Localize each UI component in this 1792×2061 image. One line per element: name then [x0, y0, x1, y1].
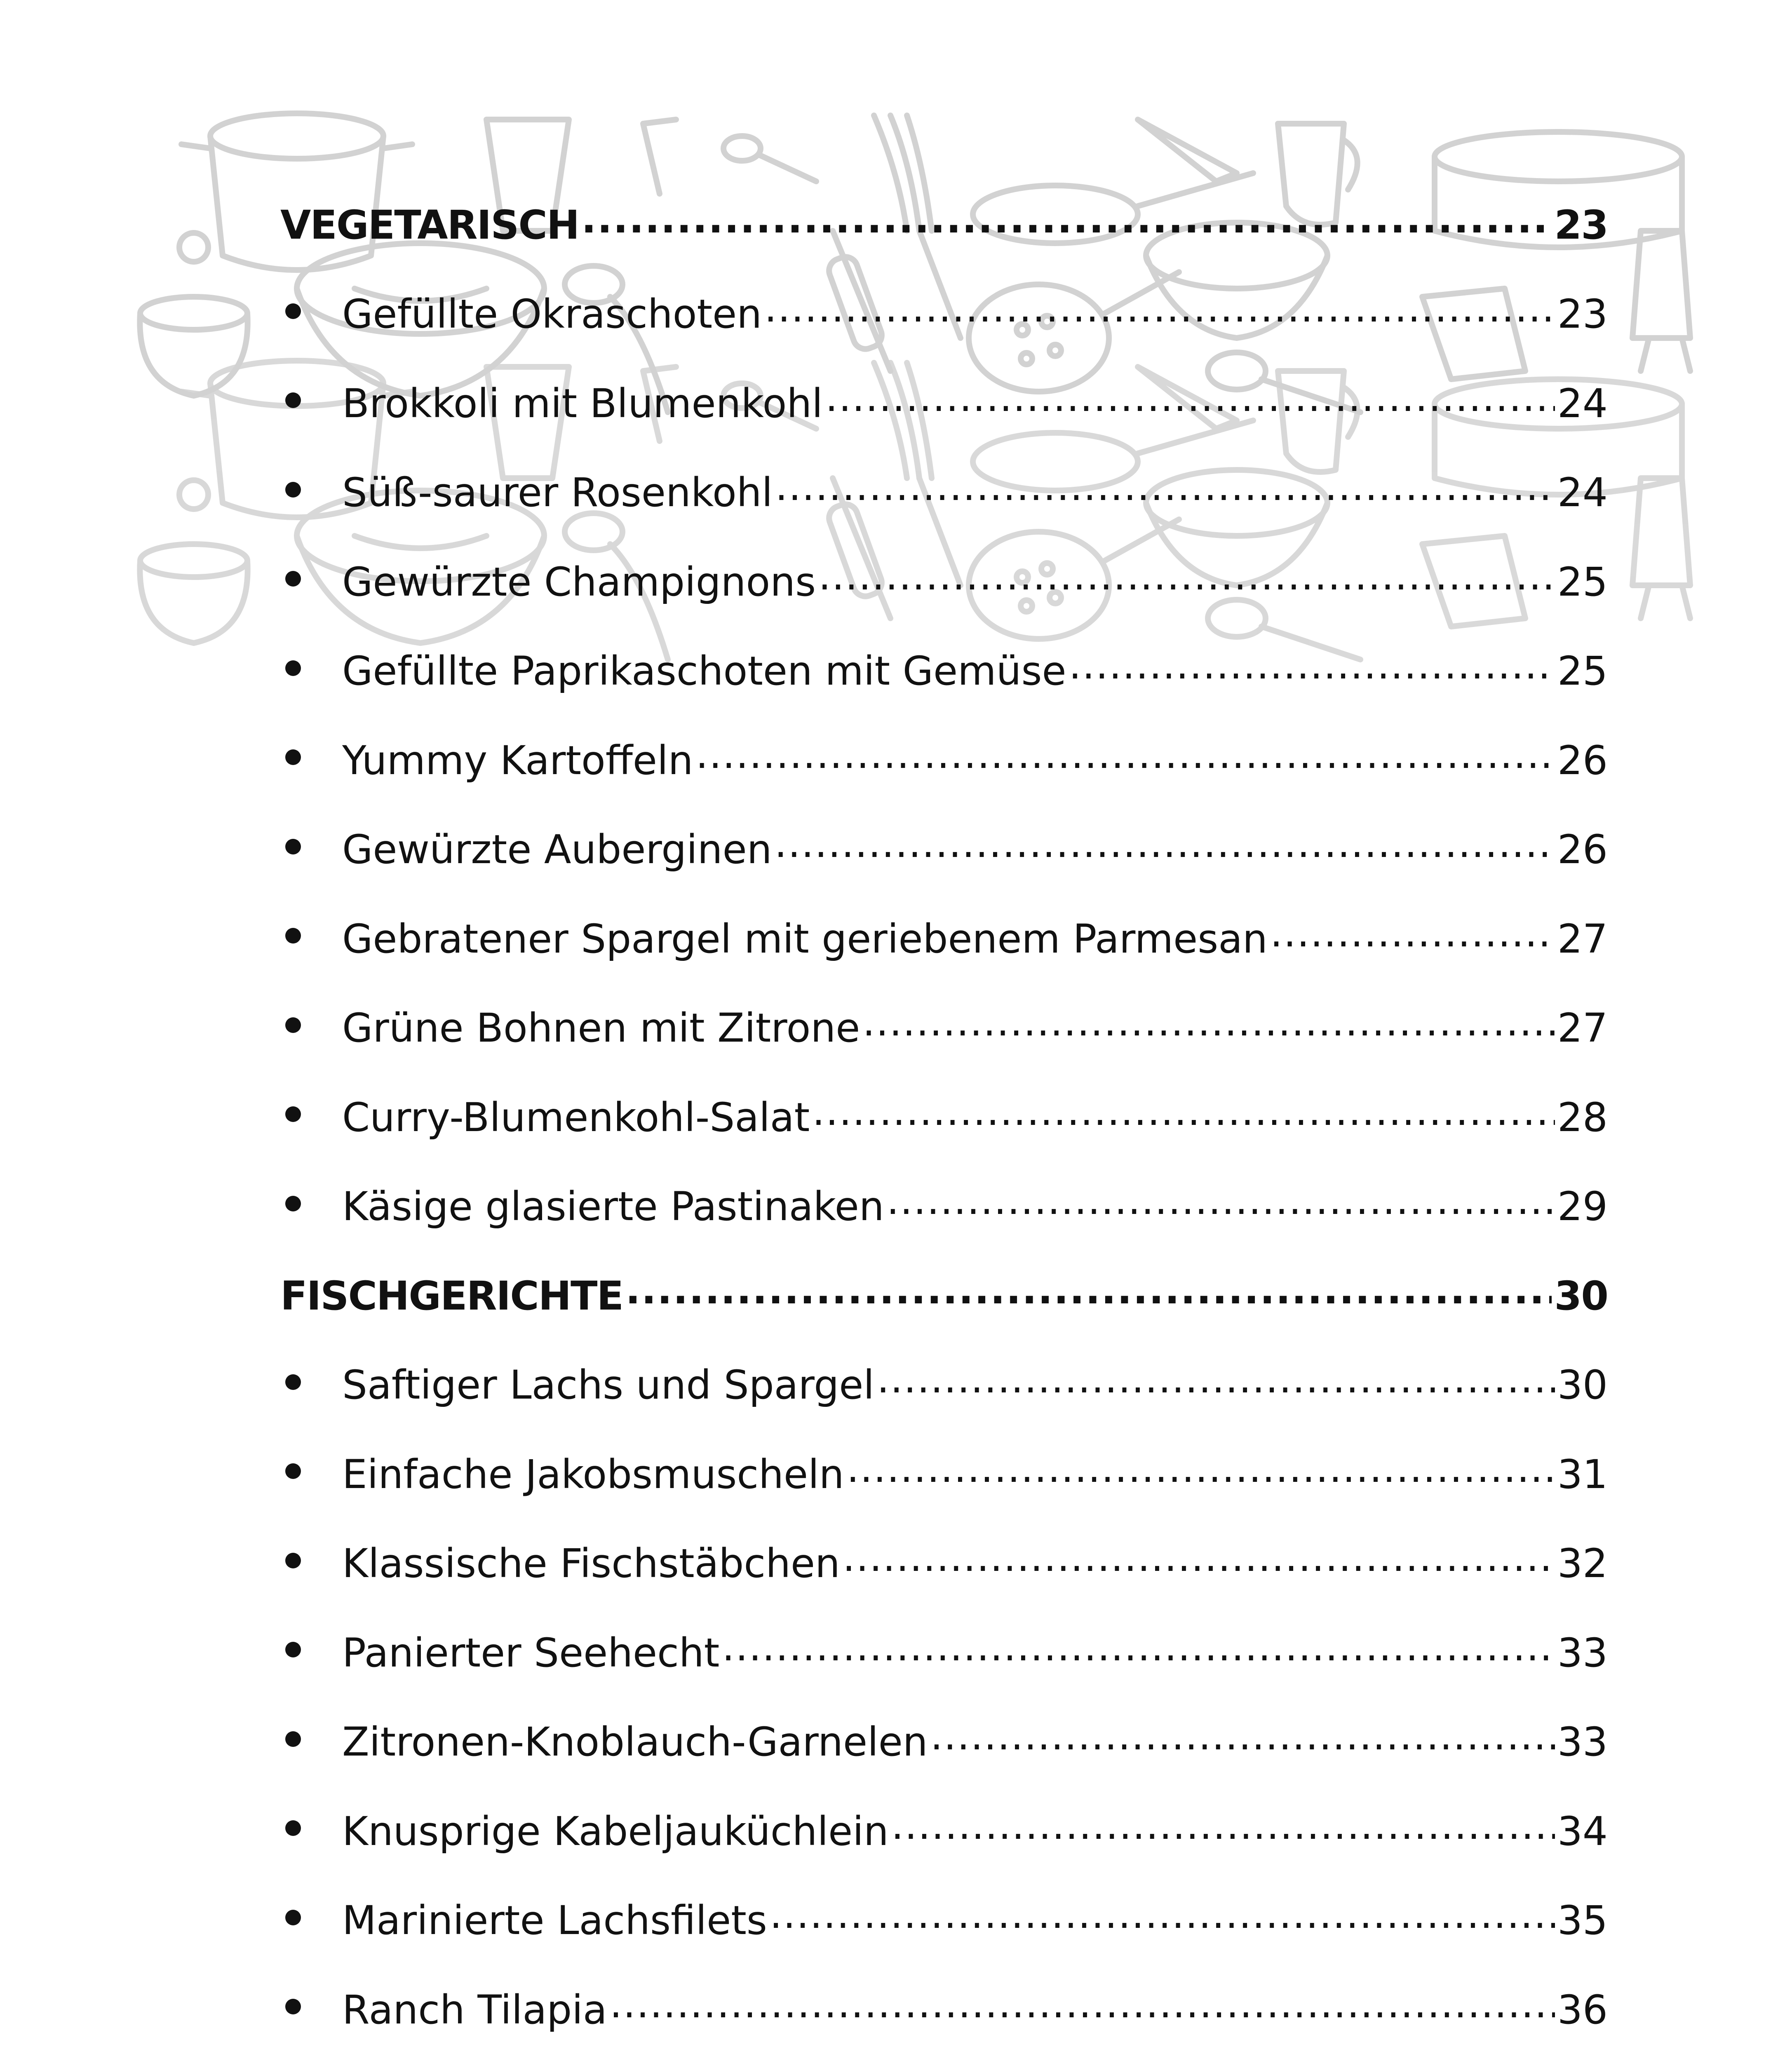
- toc-page-number: 30: [1554, 1272, 1608, 1319]
- toc-entry-line: [280, 1716, 1608, 1765]
- toc-entry-title: Gebratener Spargel mit geriebenem Parmesan: [342, 915, 1268, 962]
- toc-entry-title: Käsige glasierte Pastinaken: [342, 1183, 884, 1230]
- dot-leader: [610, 1984, 1555, 2023]
- dot-leader: [825, 378, 1555, 417]
- toc-entry-title: VEGETARISCH: [280, 202, 579, 248]
- table-of-contents: [280, 177, 1608, 2061]
- toc-page-number: 27: [1557, 915, 1608, 962]
- bullet-icon: [285, 1553, 301, 1568]
- toc-page-number: 32: [1557, 1540, 1608, 1587]
- toc-entry[interactable]: [280, 1962, 1608, 2052]
- toc-entry-line: [280, 824, 1608, 873]
- toc-entry-title: Knusprige Kabeljauküchlein: [342, 1808, 889, 1854]
- dot-leader: [1069, 645, 1555, 685]
- toc-entry-line: [280, 199, 1608, 248]
- toc-page-number: 30: [1557, 1362, 1608, 1408]
- toc-entry-title: Curry-Blumenkohl-Salat: [342, 1094, 810, 1141]
- bullet-icon: [285, 1999, 301, 2014]
- bullet-icon: [285, 1463, 301, 1479]
- toc-entry-title: FISCHGERICHTE: [280, 1272, 623, 1319]
- toc-entry-line: [280, 378, 1608, 427]
- dot-leader: [891, 1805, 1555, 1845]
- toc-page-number: 24: [1557, 469, 1608, 516]
- toc-entry-title: Grüne Bohnen mit Zitrone: [342, 1005, 860, 1052]
- toc-page-number: 33: [1557, 1719, 1608, 1765]
- bullet-icon: [285, 1017, 301, 1033]
- toc-section-heading[interactable]: [280, 1248, 1608, 1338]
- bullet-icon: [285, 1731, 301, 1747]
- dot-leader: [887, 1181, 1555, 1220]
- bullet-icon: [285, 928, 301, 944]
- toc-entry-title: Gewürzte Auberginen: [342, 826, 772, 873]
- toc-entry[interactable]: [280, 981, 1608, 1070]
- bullet-icon: [285, 660, 301, 676]
- dot-leader: [812, 1092, 1555, 1131]
- toc-entry-line: [280, 1181, 1608, 1230]
- toc-page-number: 23: [1554, 202, 1608, 248]
- toc-page-number: 31: [1557, 1451, 1608, 1498]
- toc-entry[interactable]: [280, 356, 1608, 445]
- dot-leader: [775, 824, 1555, 863]
- toc-entry-title: Gefüllte Paprikaschoten mit Gemüse: [342, 648, 1066, 695]
- toc-entry-title: Gewürzte Champignons: [342, 559, 816, 605]
- toc-entry-title: Yummy Kartoffeln: [342, 737, 693, 784]
- toc-page-number: 24: [1557, 380, 1608, 427]
- toc-entry[interactable]: [280, 1695, 1608, 1784]
- toc-page-number: 36: [1557, 1986, 1608, 2033]
- toc-page-number: 27: [1557, 1005, 1608, 1052]
- dot-leader: [930, 1716, 1555, 1756]
- toc-page-number: 29: [1557, 1183, 1608, 1230]
- bullet-icon: [285, 571, 301, 587]
- dot-leader: [764, 288, 1555, 328]
- toc-entry-line: [280, 1894, 1608, 1944]
- toc-page-number: 23: [1557, 291, 1608, 338]
- dot-leader: [722, 1627, 1555, 1667]
- toc-entry-title: Panierter Seehecht: [342, 1629, 720, 1676]
- toc-page-number: 25: [1557, 559, 1608, 605]
- toc-entry[interactable]: [280, 534, 1608, 624]
- toc-page-number: 25: [1557, 648, 1608, 695]
- bullet-icon: [285, 1196, 301, 1211]
- toc-entry[interactable]: [280, 1427, 1608, 1516]
- toc-entry[interactable]: [280, 1159, 1608, 1249]
- bullet-icon: [285, 1820, 301, 1836]
- dot-leader: [695, 735, 1555, 774]
- toc-entry-line: [280, 1984, 1608, 2033]
- dot-leader: [625, 1270, 1552, 1310]
- bullet-icon: [285, 749, 301, 765]
- dot-leader: [847, 1448, 1555, 1488]
- dot-leader: [843, 1538, 1555, 1577]
- toc-entry-title: Saftiger Lachs und Spargel: [342, 1362, 874, 1408]
- toc-entry-title: Zitronen-Knoblauch-Garnelen: [342, 1719, 928, 1765]
- bullet-icon: [285, 1374, 301, 1390]
- toc-entry-title: Einfache Jakobsmuscheln: [342, 1451, 844, 1498]
- bullet-icon: [285, 1910, 301, 1925]
- bullet-icon: [285, 482, 301, 498]
- toc-entry-title: Marinierte Lachsfilets: [342, 1897, 767, 1944]
- toc-entry[interactable]: [280, 445, 1608, 535]
- bullet-icon: [285, 1106, 301, 1122]
- toc-entry[interactable]: [280, 1784, 1608, 1873]
- toc-entry[interactable]: [280, 1516, 1608, 1606]
- toc-page-number: 26: [1557, 826, 1608, 873]
- toc-entry-line: [280, 288, 1608, 338]
- toc-entry-line: [280, 913, 1608, 962]
- toc-entry-line: [280, 1002, 1608, 1052]
- toc-entry-title: Ranch Tilapia: [342, 1986, 607, 2033]
- toc-entry[interactable]: [280, 713, 1608, 802]
- toc-entry[interactable]: [280, 2052, 1608, 2061]
- toc-entry[interactable]: [280, 802, 1608, 892]
- toc-entry-title: Gefüllte Okraschoten: [342, 291, 762, 338]
- bullet-icon: [285, 839, 301, 854]
- toc-entry-title: Süß-saurer Rosenkohl: [342, 469, 773, 516]
- toc-page-number: 35: [1557, 1897, 1608, 1944]
- toc-entry-line: [280, 1092, 1608, 1141]
- toc-entry-line: [280, 467, 1608, 516]
- toc-entry[interactable]: [280, 1338, 1608, 1427]
- toc-entry-line: [280, 556, 1608, 605]
- toc-entry[interactable]: [280, 1873, 1608, 1962]
- toc-entry-line: [280, 1359, 1608, 1408]
- toc-entry-title: Brokkoli mit Blumenkohl: [342, 380, 823, 427]
- dot-leader: [770, 1894, 1555, 1934]
- toc-entry-line: [280, 1805, 1608, 1854]
- toc-page-number: 28: [1557, 1094, 1608, 1141]
- toc-entry-line: [280, 645, 1608, 695]
- toc-entry[interactable]: [280, 891, 1608, 981]
- bullet-icon: [285, 303, 301, 319]
- dot-leader: [581, 199, 1552, 239]
- toc-entry-line: [280, 1448, 1608, 1498]
- toc-entry[interactable]: [280, 624, 1608, 713]
- toc-entry-line: [280, 1538, 1608, 1587]
- toc-entry[interactable]: [280, 1070, 1608, 1159]
- toc-section-heading[interactable]: [280, 177, 1608, 267]
- dot-leader: [775, 467, 1555, 506]
- dot-leader: [862, 1002, 1555, 1042]
- bullet-icon: [285, 1642, 301, 1657]
- dot-leader: [877, 1359, 1555, 1399]
- toc-page-number: 26: [1557, 737, 1608, 784]
- dot-leader: [1270, 913, 1555, 953]
- toc-entry[interactable]: [280, 1605, 1608, 1695]
- toc-page-number: 33: [1557, 1629, 1608, 1676]
- bullet-icon: [285, 392, 301, 408]
- toc-entry-line: [280, 1270, 1608, 1319]
- toc-entry[interactable]: [280, 267, 1608, 356]
- toc-entry-line: [280, 735, 1608, 784]
- toc-entry-title: Klassische Fischstäbchen: [342, 1540, 840, 1587]
- dot-leader: [818, 556, 1555, 596]
- toc-entry-line: [280, 1627, 1608, 1676]
- toc-page-number: 34: [1557, 1808, 1608, 1854]
